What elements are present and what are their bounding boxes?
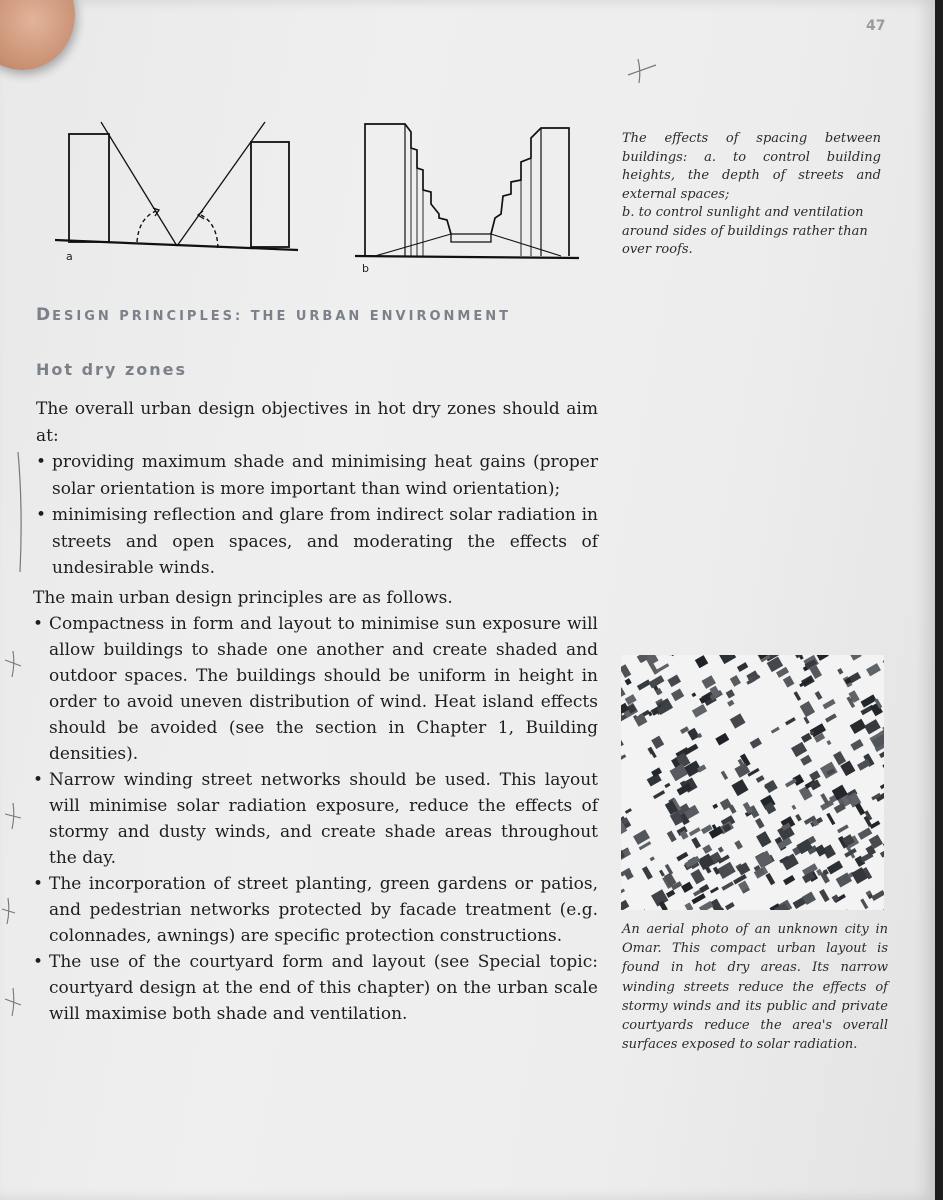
principles-block: [33, 585, 598, 1027]
objectives-intro: The overall urban design objectives in hot dry zones should aim at:: [36, 399, 598, 446]
section-heading: [36, 305, 511, 325]
principles-intro: The main urban design principles are as follows.: [33, 588, 453, 608]
thumb: [0, 0, 75, 70]
margin-x-mark-icon: [2, 985, 24, 1019]
section-heading-initial: D: [36, 305, 53, 325]
margin-x-mark-icon: [2, 648, 24, 680]
aerial-photo-image: [621, 655, 884, 910]
margin-x-mark-icon: [2, 800, 24, 832]
section-heading-rest: ESIGN PRINCIPLES: THE URBAN ENVIRONMENT: [52, 309, 511, 324]
figure-a-diagram: [55, 118, 300, 254]
aerial-photo: [621, 655, 884, 910]
margin-line-mark-icon: [12, 448, 28, 576]
pen-mark-icon: [624, 55, 660, 87]
objective-bullet: • providing maximum shade and minimising heat gains (proper solar orientation is more important than wind orientation);: [36, 449, 598, 502]
figure-caption: [622, 130, 881, 260]
subheading: Hot dry zones: [36, 360, 188, 379]
principle-bullet: • The incorporation of street planting, green gardens or patios, and pedestrian networks protected by facade treatment (e.g. colonnades, awnings) are specific protection constructions.: [33, 871, 598, 949]
principle-bullet: • Compactness in form and layout to minimise sun exposure will allow buildings to shade one another and create shaded and outdoor spaces. The buildings should be uniform in height in order to avoid uneven distribution of wind. Heat island effects should be avoided (see the section in Chapter 1, Building densities).: [33, 611, 598, 767]
page-edge: [935, 0, 943, 1200]
objective-bullet: • minimising reflection and glare from indirect solar radiation in streets and open spaces, and moderating the effects of undesirable winds.: [36, 502, 598, 582]
principle-bullet: • The use of the courtyard form and layout (see Special topic: courtyard design at the end of this chapter) on the urban scale will maximise both shade and ventilation.: [33, 949, 598, 1027]
principle-bullet: • Narrow winding street networks should be used. This layout will minimise solar radiation exposure, reduce the effects of stormy and dusty winds, and create shade areas throughout the day.: [33, 767, 598, 871]
page-number: 47: [866, 18, 886, 34]
photo-caption: An aerial photo of an unknown city in Omar. This compact urban layout is found in hot dry areas. Its narrow winding streets reduce the effects of stormy winds and its public and private courtyards reduce the area's overall surfaces exposed to solar radiation.: [622, 922, 888, 1053]
figure-b-label: b: [362, 262, 369, 275]
margin-x-mark-icon: [0, 895, 18, 927]
objectives-block: [36, 396, 598, 582]
figure-caption-part-a: The effects of spacing between buildings: a. to control building heights, the depth of streets and external spaces;: [622, 131, 881, 202]
figure-b-diagram: [355, 118, 585, 263]
figure-caption-part-b: b. to control sunlight and ventilation around sides of buildings rather than over roofs.: [622, 205, 868, 257]
figure-a-label: a: [66, 250, 73, 263]
